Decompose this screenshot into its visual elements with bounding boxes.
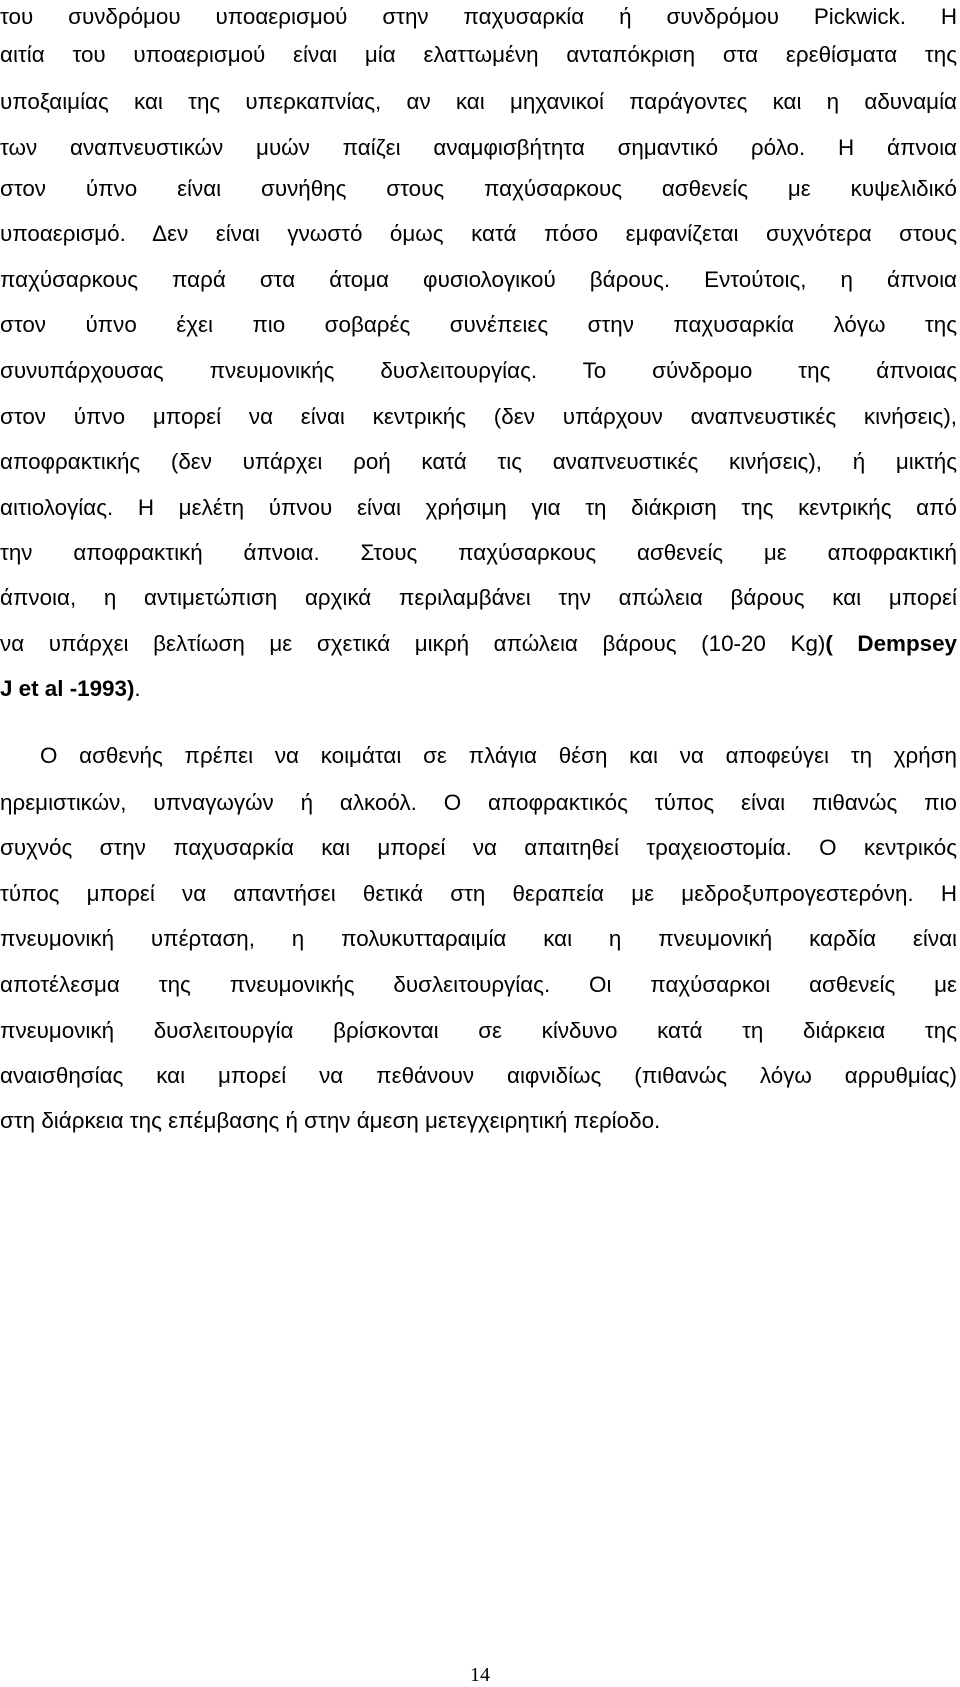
text-line: αιτιολογίας. Η μελέτη ύπνου είναι χρήσιμη για τη διάκριση της κεντρικής από <box>0 495 957 520</box>
text-line: αναισθησίας και μπορεί να πεθάνουν αιφνιδίως (πιθανώς λόγω αρρυθμίας) <box>0 1063 957 1088</box>
citation-start: ( Dempsey <box>825 631 958 656</box>
citation-end: J et al -1993) <box>0 676 135 701</box>
text-line: των αναπνευστικών μυών παίζει αναμφισβήτητα σημαντικό ρόλο. Η άπνοια <box>0 135 957 160</box>
text-line: υποαερισμό. Δεν είναι γνωστό όμως κατά πόσο εμφανίζεται συχνότερα στους <box>0 221 957 246</box>
text-line: πνευμονική δυσλειτουργία βρίσκονται σε κίνδυνο κατά τη διάρκεια της <box>0 1018 957 1043</box>
text-line: συχνός στην παχυσαρκία και μπορεί να απαιτηθεί τραχειοστομία. Ο κεντρικός <box>0 835 957 860</box>
text-line: τύπος μπορεί να απαντήσει θετικά στη θεραπεία με μεδροξυπρογεστερόνη. Η <box>0 881 957 906</box>
text-span: να υπάρχει βελτίωση με σχετικά μικρή απώλεια βάρους (10-20 Kg) <box>0 631 826 656</box>
text-line: στον ύπνο είναι συνήθης στους παχύσαρκους ασθενείς με κυψελιδικό <box>0 176 957 201</box>
text-line: στον ύπνο μπορεί να είναι κεντρικής (δεν υπάρχουν αναπνευστικές κινήσεις), <box>0 404 957 429</box>
page-number: 14 <box>470 1664 490 1686</box>
text-line: άπνοια, η αντιμετώπιση αρχικά περιλαμβάνει την απώλεια βάρους και μπορεί <box>0 585 957 610</box>
text-line: στη διάρκεια της επέμβασης ή στην άμεση μετεγχειρητική περίοδο. <box>0 1108 661 1133</box>
text-line <box>0 674 957 704</box>
text-span: . <box>134 676 141 701</box>
text-line: Ο ασθενής πρέπει να κοιμάται σε πλάγια θέση και να αποφεύγει τη χρήση <box>40 743 957 768</box>
text-line: αποφρακτικής (δεν υπάρχει ροή κατά τις αναπνευστικές κινήσεις), ή μικτής <box>0 449 957 474</box>
text-line: παχύσαρκους παρά στα άτομα φυσιολογικού βάρους. Εντούτοις, η άπνοια <box>0 267 957 292</box>
text-line: την αποφρακτική άπνοια. Στους παχύσαρκους ασθενείς με αποφρακτική <box>0 540 957 565</box>
text-line: στον ύπνο έχει πιο σοβαρές συνέπειες στην παχυσαρκία λόγω της <box>0 312 957 337</box>
text-line: αποτέλεσμα της πνευμονικής δυσλειτουργίας. Οι παχύσαρκοι ασθενείς με <box>0 972 957 997</box>
text-line <box>0 629 957 659</box>
text-line: συνυπάρχουσας πνευμονικής δυσλειτουργίας. Το σύνδρομο της άπνοιας <box>0 358 957 383</box>
text-line: ηρεμιστικών, υπναγωγών ή αλκοόλ. Ο αποφρακτικός τύπος είναι πιθανώς πιο <box>0 790 957 815</box>
text-line: πνευμονική υπέρταση, η πολυκυτταραιμία και η πνευμονική καρδία είναι <box>0 926 957 951</box>
text-line: αιτία του υποαερισμού είναι μία ελαττωμένη ανταπόκριση στα ερεθίσματα της <box>0 42 957 67</box>
text-line: του συνδρόμου υποαερισμού στην παχυσαρκία ή συνδρόμου Pickwick. Η <box>0 4 957 29</box>
text-line: υποξαιμίας και της υπερκαπνίας, αν και μηχανικοί παράγοντες και η αδυναμία <box>0 89 957 114</box>
